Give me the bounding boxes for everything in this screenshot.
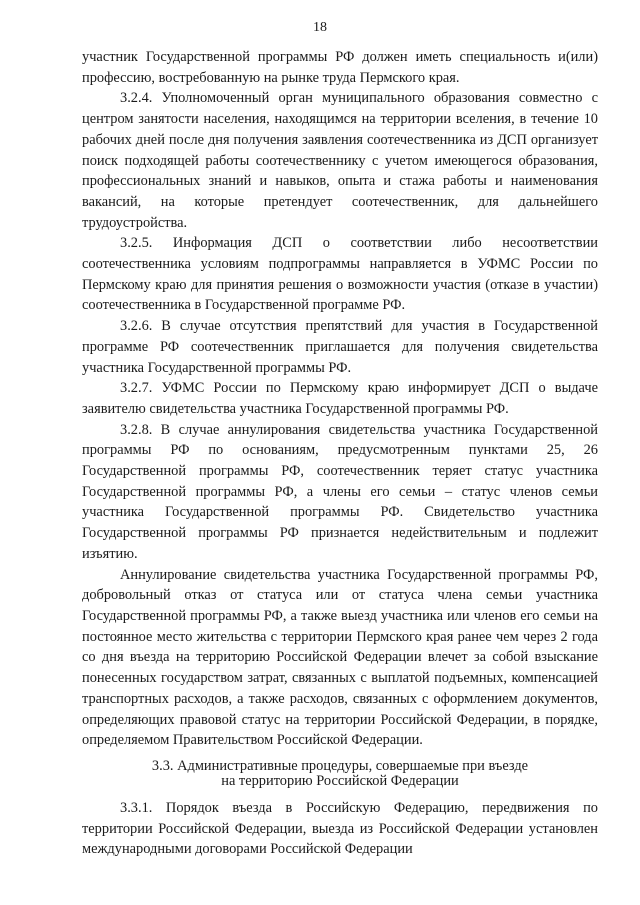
paragraph-3-3-1: 3.3.1. Порядок въезда в Российскую Федерацию, передвижения по территории Российской Федерации, выезда из Российской Федерации установлен международными договорами Российской Федерации: [82, 799, 598, 858]
paragraph-3-2-6: 3.2.6. В случае отсутствия препятствий для участия в Государственной программе РФ соотечественник приглашается для получения свидетельства участника Государственной программы РФ.: [82, 318, 598, 376]
paragraph-continuation: участник Государственной программы РФ должен иметь специальность и(или) профессию, востребованную на рынке труда Пермского края.: [82, 49, 598, 86]
paragraph-3-2-8: 3.2.8. В случае аннулирования свидетельства участника Государственной программы РФ по основаниям, предусмотренным пунктами 25, 26 Государственной программы РФ, соотечественник теряет статус участника Государственной программы РФ, а члены его семьи – статус членов семьи участника Государственной программы РФ. Свидетельство участника Государственной программы РФ признается недействительным и подлежит изъятию.: [82, 421, 598, 562]
paragraph-3-2-5: 3.2.5. Информация ДСП о соответствии либо несоответствии соотечественника условиям подпрограммы направляется в УФМС России по Пермскому краю для принятия решения о возможности участия (отказе в участии) соотечественника в Государственной программе РФ.: [82, 235, 598, 314]
section-heading-line-1: 3.3. Административные процедуры, совершаемые при въезде: [151, 757, 529, 774]
section-heading-line-2: на территорию Российской Федерации: [221, 772, 459, 789]
document-body: [82, 47, 598, 860]
section-heading-3-3: [82, 759, 598, 789]
paragraph-3-2-7: 3.2.7. УФМС России по Пермскому краю информирует ДСП о выдаче заявителю свидетельства участника Государственной программы РФ.: [82, 380, 598, 417]
page-number: 18: [313, 20, 327, 35]
paragraph-annulment: Аннулирование свидетельства участника Государственной программы РФ, добровольный отказ от статуса или от статуса члена семьи участника Государственной программы РФ, а также выезд участника или членов его семьи на постоянное место жительства с территории Пермского края ранее чем через 2 года со дня въезда на территорию Российской Федерации влечет за собой взыскание понесенных государством затрат, связанных с выплатой подъемных, компенсацией транспортных расходов, а также расходов, связанных с оформлением документов, определяющих правовой статус на территории Российской Федерации, в порядке, определяемом Правительством Российской Федерации.: [82, 566, 598, 749]
paragraph-3-2-4: 3.2.4. Уполномоченный орган муниципального образования совместно с центром занятости населения, находящимся на территории вселения, в течение 10 рабочих дней после дня получения заявления соотечественника из ДСП организует поиск подходящей работы соотечественнику с учетом имеющегося образования, профессиональных знаний и навыков, опыта и стажа работы и наименования вакансий, на которые претендует соотечественник, для дальнейшего трудоустройства.: [82, 90, 598, 231]
